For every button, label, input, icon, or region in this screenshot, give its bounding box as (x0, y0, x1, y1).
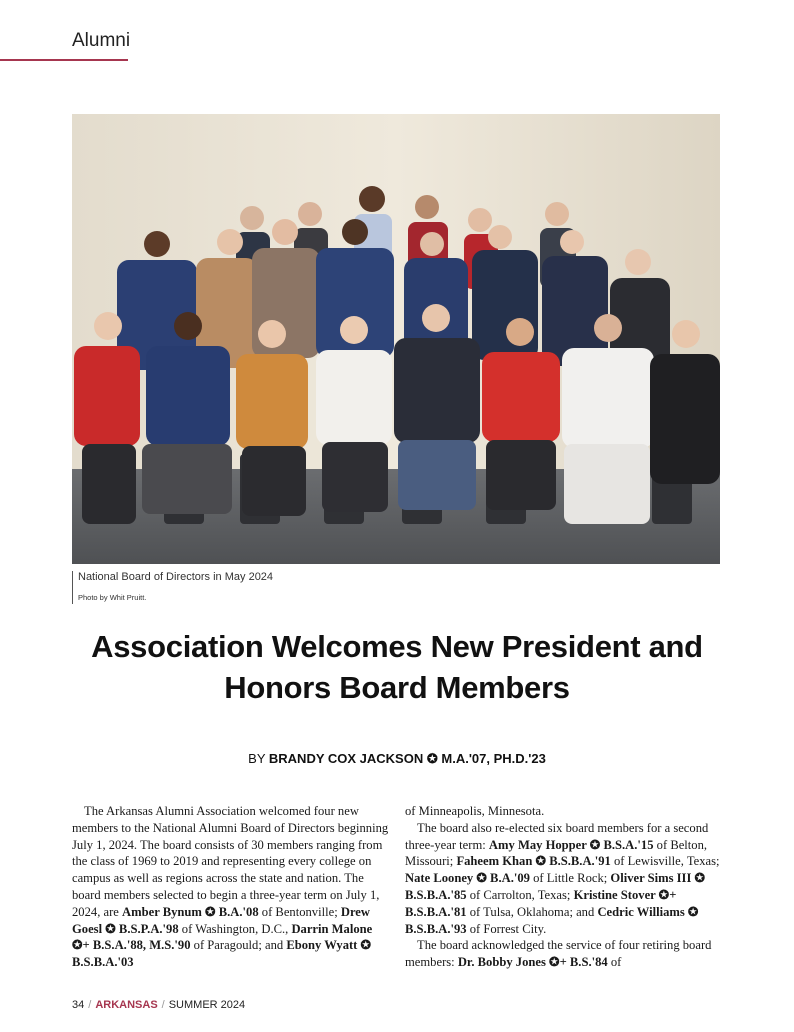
board-member-name: Faheem Khan ✪ B.S.B.A.'91 (456, 854, 611, 869)
page-footer (72, 999, 245, 1011)
board-group-photo (72, 114, 720, 564)
page-number: 34 (72, 999, 85, 1011)
alumni-mark-icon: ✪ (426, 751, 438, 766)
board-member-name: Drew Goesl ✪ B.S.P.A.'98 (72, 904, 370, 936)
paragraph-reelected: The board also re-elected six board members for a second three-year term: Amy May Hopper ✪ B.S.A.'15 of Belton, Missouri; Faheem Khan ✪ B.S.B.A.'91 of Lewisville, Texas; Nate Looney ✪ B.A.'09 of Little Rock; Oliver Sims III ✪ B.S.B.A.'85 of Carrolton, Texas; Kristine Stover ✪+ B.S.B.A.'81 of Tulsa, Oklahoma; and Cedric Williams ✪ B.S.B.A.'93 of Forrest City. (405, 820, 720, 936)
section-label: Alumni (72, 30, 131, 51)
board-member-name: Ebony Wyatt ✪ B.S.B.A.'03 (72, 938, 372, 970)
article-column-left (72, 803, 390, 971)
photo-caption: National Board of Directors in May 2024 (78, 571, 274, 583)
caption-rule (72, 571, 73, 604)
footer-separator: / (88, 999, 92, 1011)
issue-name: SUMMER 2024 (168, 999, 246, 1011)
byline-prefix: BY (248, 751, 266, 766)
article-column-right (405, 803, 723, 971)
byline (60, 751, 734, 767)
section-divider (0, 59, 128, 61)
board-member-name: Nate Looney ✪ B.A.'09 (405, 871, 530, 886)
headline-line-1: Association Welcomes New President and (91, 629, 703, 664)
paragraph-continued: of Minneapolis, Minnesota. (405, 804, 545, 818)
board-member-name: Amy May Hopper ✪ B.S.A.'15 (488, 837, 654, 852)
paragraph-retiring: The board acknowledged the service of four retiring board members: Dr. Bobby Jones ✪+ B.S.'84 of (405, 938, 712, 970)
paragraph-intro: The Arkansas Alumni Association welcomed four new members to the National Alumni Board of Directors beginning July 1, 2024. The board consists of 30 members ranging from the class of 1969 to 2019 and representing every college on campus as well as regions across the state and nation. The board members selected to begin a three-year term on July 1, 2024, are Amber Bynum ✪ B.A.'08 of Bentonville; Drew Goesl ✪ B.S.P.A.'98 of Washington, D.C., Darrin Malone ✪+ B.S.A.'88, M.S.'90 of Paragould; and Ebony Wyatt ✪ B.S.B.A.'03 (72, 804, 389, 970)
board-member-name: Cedric Williams ✪ B.S.B.A.'93 (405, 904, 699, 936)
board-member-name: Oliver Sims III ✪ B.S.B.A.'85 (405, 871, 706, 902)
board-member-name: Dr. Bobby Jones ✪+ B.S.'84 (457, 955, 608, 970)
article-headline (60, 626, 734, 708)
byline-degrees: M.A.'07, PH.D.'23 (441, 751, 546, 766)
byline-author: BRANDY COX JACKSON (268, 751, 424, 766)
headline-line-2: Honors Board Members (224, 670, 570, 705)
footer-separator-2: / (161, 999, 165, 1011)
photo-credit: Photo by Whit Pruitt. (78, 593, 147, 602)
magazine-name: ARKANSAS (95, 999, 158, 1011)
board-member-name: Darrin Malone ✪+ B.S.A.'88, M.S.'90 (72, 921, 373, 953)
board-member-name: Kristine Stover ✪+ B.S.B.A.'81 (405, 887, 677, 919)
board-member-name: Amber Bynum ✪ B.A.'08 (122, 904, 259, 919)
